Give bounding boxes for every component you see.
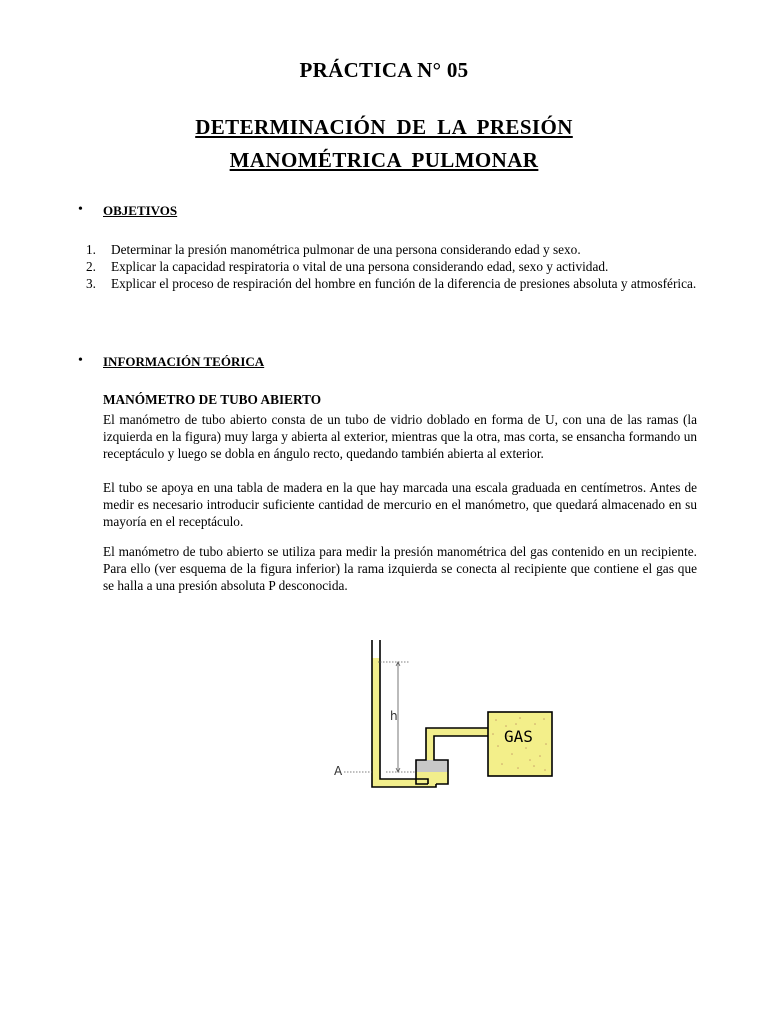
gas-pipe-fluid: [426, 728, 488, 736]
bullet-icon: •: [78, 202, 83, 217]
receptacle-neck-fluid: [426, 736, 434, 760]
receptacle-mercury: [416, 760, 448, 772]
height-label: h: [390, 709, 398, 723]
manometro-subheading: MANÓMETRO DE TUBO ABIERTO: [103, 392, 322, 407]
paragraph-2: El tubo se apoya en una tabla de madera en la que hay marcada una escala graduada en centímetros. Antes de medir es necesario introducir suficiente cantidad de mercurio en el manómetro, que quedará almacenado en su mayoría en el receptáculo.: [103, 480, 697, 529]
bullet-icon: •: [78, 353, 83, 368]
objetivos-list: [86, 241, 698, 292]
list-item-text: Explicar el proceso de respiración del hombre en función de la diferencia de presiones absoluta y atmosférica.: [111, 276, 697, 291]
subtitle-line-2: MANOMÉTRICA PULMONAR: [229, 148, 539, 172]
list-item-text: Explicar la capacidad respiratoria o vital de una persona considerando edad, sexo y actividad.: [111, 259, 609, 274]
manometer-diagram: [330, 636, 560, 796]
list-item: [86, 258, 698, 275]
list-item-text: Determinar la presión manométrica pulmonar de una persona considerando edad y sexo.: [111, 242, 581, 257]
list-item: [86, 275, 698, 292]
list-item-number: 2.: [86, 259, 96, 274]
subtitle-line-1: DETERMINACIÓN DE LA PRESIÓN: [195, 115, 573, 139]
receptacle-fluid: [416, 772, 448, 784]
page-title: PRÁCTICA N° 05: [299, 58, 469, 82]
gas-label: GAS: [504, 727, 533, 746]
left-tube-fluid: [372, 658, 380, 787]
list-item-number: 1.: [86, 242, 96, 257]
list-item: [86, 241, 698, 258]
list-item-number: 3.: [86, 276, 96, 291]
paragraph-1: El manómetro de tubo abierto consta de un tubo de vidrio doblado en forma de U, con una de las ramas (la izquierda en la figura) muy larga y abierta al exterior, mientras que la otra, mas corta, se ensancha formando un receptáculo y luego se dobla en ángulo recto, quedando también abierta al exterior.: [103, 412, 697, 461]
point-a-label: A: [334, 764, 343, 778]
informacion-heading-label: INFORMACIÓN TEÓRICA: [103, 354, 265, 369]
paragraph-3: El manómetro de tubo abierto se utiliza para medir la presión manométrica del gas contenido en un recipiente. Para ello (ver esquema de la figura inferior) la rama izquierda se conecta al recipiente que contiene el gas que se halla a una presión absoluta P desconocida.: [103, 544, 697, 593]
objetivos-heading-label: OBJETIVOS: [103, 203, 178, 218]
